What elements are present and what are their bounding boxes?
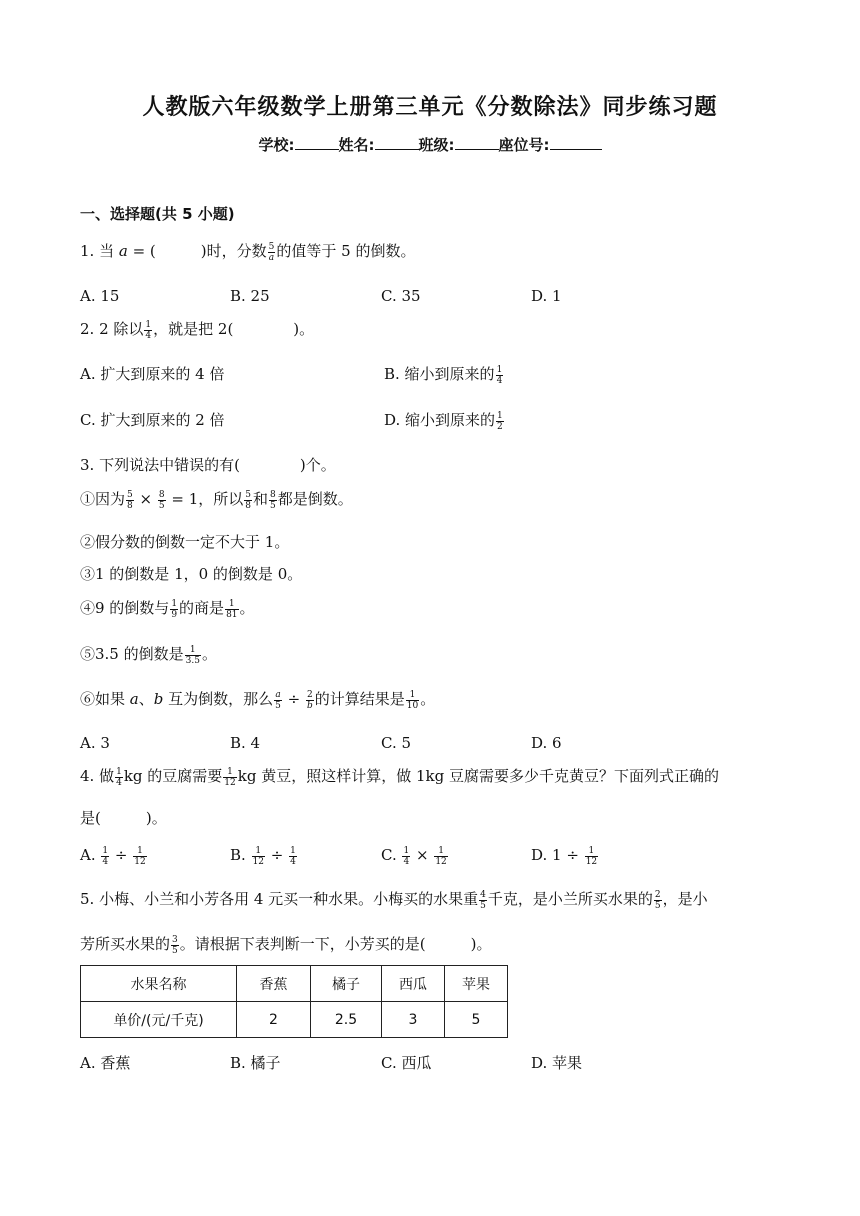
school-blank [295,135,339,150]
name-label: 姓名: [338,136,375,154]
q3-stem: 3. 下列说法中错误的有( )个。 [80,456,336,474]
q3-statement-5: ⑤3.5 的倒数是 $\frac{1}{3.5}$ 。 [80,644,217,666]
q4-option-c[interactable]: C. $\frac{1}{4}$ × $\frac{1}{12}$ [381,845,447,867]
table-header-cell: 苹果 [445,966,508,1002]
q4-option-a[interactable]: A. $\frac{1}{4}$ ÷ $\frac{1}{12}$ [80,845,146,867]
q3-option-d[interactable]: D. 6 [531,734,562,752]
q5-option-d[interactable]: D. 苹果 [531,1054,583,1072]
school-label: 学校: [258,136,295,154]
q3-option-c[interactable]: C. 5 [381,734,412,752]
q3-statement-4: ④9 的倒数与 $\frac{1}{9}$ 的商是 $\frac{1}{81}$ 。 [80,598,255,620]
class-blank [455,135,499,150]
q1-option-d[interactable]: D. 1 [531,287,562,305]
q2-option-d[interactable]: D. 缩小到原来的 $\frac{1}{2}$ [384,410,503,432]
q3-statement-2: ②假分数的倒数一定不大于 1。 [80,533,290,551]
page-title: 人教版六年级数学上册第三单元《分数除法》同步练习题 [142,95,718,120]
table-cell: 2 [237,1002,311,1038]
table-cell: 单价/(元/千克) [81,1002,237,1038]
q1-option-a[interactable]: A. 15 [80,287,120,305]
q5-stem: 5. 小梅、小兰和小芳各用 4 元买一种水果。小梅买的水果重 $\frac{4}{5}$ 千克，是小兰所买水果的 $\frac{2}{5}$ ，是小 [80,889,708,911]
q5-option-c[interactable]: C. 西瓜 [381,1054,432,1072]
student-info-line [0,134,860,155]
q2-option-b[interactable]: B. 缩小到原来的 $\frac{1}{4}$ [384,364,503,386]
q4-stem: 4. 做 $\frac{1}{4}$ kg 的豆腐需要 $\frac{1}{12}$ kg 黄豆，照这样计算，做 1kg 豆腐需要多少千克黄豆？下面列式正确的 [80,766,719,788]
q2-fraction: $\frac{1}{4}$ [145,319,152,341]
fruit-price-table [80,965,508,1038]
name-blank [375,135,419,150]
seat-blank [550,135,602,150]
class-label: 班级: [418,136,455,154]
q3-option-a[interactable]: A. 3 [80,734,110,752]
q3-statement-6: ⑥如果 a、b 互为倒数，那么 $\frac{a}{5}$ ÷ $\frac{2}{b}$ 的计算结果是 $\frac{1}{10}$ 。 [80,689,436,711]
q3-option-b[interactable]: B. 4 [230,734,261,752]
q4-option-b[interactable]: B. $\frac{1}{12}$ ÷ $\frac{1}{4}$ [230,845,296,867]
q1-option-c[interactable]: C. 35 [381,287,421,305]
q2-option-a[interactable]: A. 扩大到原来的 4 倍 [80,365,225,383]
q1-fraction: $\frac{5}{a}$ [268,241,275,263]
table-header-cell: 香蕉 [237,966,311,1002]
q3-statement-3: ③1 的倒数是 1，0 的倒数是 0。 [80,565,303,583]
q1-option-b[interactable]: B. 25 [230,287,270,305]
q3-statement-1: ①因为 $\frac{5}{8}$ × $\frac{8}{5}$ = 1，所以 $\frac{5}{8}$ 和 $\frac{8}{5}$ 都是倒数。 [80,489,353,511]
q4-stem-cont: 是( )。 [80,809,167,827]
table-header-cell: 橘子 [311,966,382,1002]
q4-option-d[interactable]: D. 1 ÷ $\frac{1}{12}$ [531,845,598,867]
q2-stem: 2. 2 除以 $\frac{1}{4}$ ，就是把 2( )。 [80,319,315,341]
table-cell: 2.5 [311,1002,382,1038]
q5-option-b[interactable]: B. 橘子 [230,1054,281,1072]
seat-label: 座位号: [498,136,550,154]
table-row [81,1002,508,1038]
table-header-cell: 水果名称 [81,966,237,1002]
section-heading: 一、选择题(共 5 小题) [80,205,235,223]
q1-stem: 1. 当 a = ( )时，分数 $\frac{5}{a}$ 的值等于 5 的倒数。 [80,241,416,263]
table-cell: 5 [445,1002,508,1038]
q2-option-c[interactable]: C. 扩大到原来的 2 倍 [80,411,225,429]
q5-option-a[interactable]: A. 香蕉 [80,1054,131,1072]
q5-stem-cont: 芳所买水果的 $\frac{3}{5}$ 。请根据下表判断一下，小芳买的是( )。 [80,934,492,956]
table-row [81,966,508,1002]
table-header-cell: 西瓜 [382,966,445,1002]
table-cell: 3 [382,1002,445,1038]
